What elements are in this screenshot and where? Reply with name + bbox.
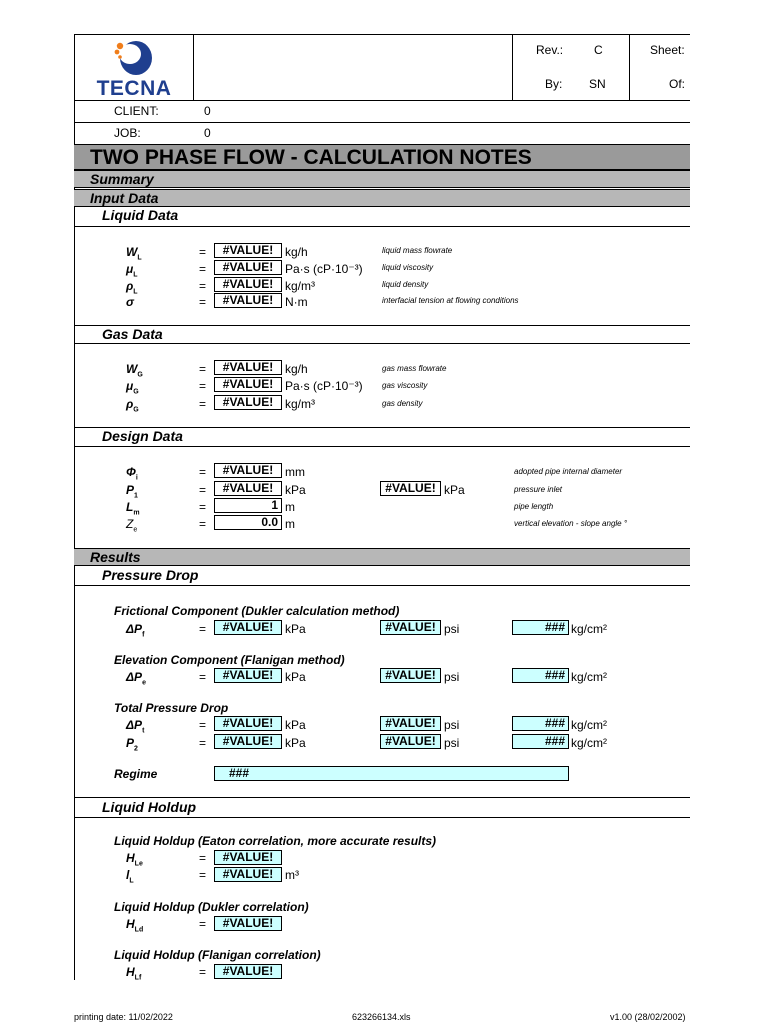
equals-sign: =: [199, 379, 207, 393]
equals-sign: =: [199, 622, 207, 636]
design-data-heading: Design Data: [102, 428, 183, 444]
client-value: 0: [204, 104, 211, 118]
liquid-data-heading: Liquid Data: [102, 207, 179, 223]
equals-sign: =: [199, 670, 207, 684]
unit: m: [285, 517, 295, 531]
elevation-value: 0.0: [214, 515, 282, 530]
symbol: W: [126, 362, 138, 376]
equals-sign: =: [199, 279, 207, 293]
frictional-dp-kgcm2: ###: [512, 620, 569, 635]
frictional-component-title: Frictional Component (Dukler calculation method): [114, 604, 400, 618]
interfacial-tension-value: #VALUE!: [214, 293, 282, 308]
symbol: H: [126, 965, 135, 979]
title-band: [74, 144, 690, 170]
symbol: P: [126, 736, 135, 750]
symbol: Z: [126, 517, 134, 531]
symbol-subscript: Lf: [134, 974, 142, 982]
equals-sign: =: [199, 517, 207, 531]
unit: kg/h: [285, 245, 308, 259]
elevation-component-title: Elevation Component (Flanigan method): [114, 653, 345, 667]
unit: kg/m³: [285, 397, 315, 411]
outlet-pressure-kgcm2: ###: [512, 734, 569, 749]
equals-sign: =: [199, 736, 207, 750]
unit: kPa: [285, 483, 306, 497]
unit: psi: [444, 670, 460, 684]
symbol: Φ: [126, 465, 136, 479]
holdup-eaton-value: #VALUE!: [214, 850, 282, 865]
symbol-subscript: G: [137, 371, 143, 379]
printing-date: printing date: 11/02/2022: [74, 1012, 173, 1022]
unit: kg/cm²: [571, 670, 607, 684]
input-data-heading: Input Data: [90, 190, 159, 206]
unit: Pa·s (cP·10⁻³): [285, 262, 363, 276]
description: gas density: [382, 399, 423, 408]
summary-heading: Summary: [90, 171, 154, 187]
liquid-volume-value: #VALUE!: [214, 867, 282, 882]
symbol-subscript: L: [133, 271, 138, 279]
symbol-subscript: e: [133, 526, 138, 534]
unit: psi: [444, 718, 460, 732]
unit: kPa: [285, 622, 306, 636]
job-value: 0: [204, 126, 211, 140]
rev-value: C: [594, 43, 603, 57]
symbol: μ: [126, 262, 134, 276]
unit: mm: [285, 465, 305, 479]
symbol: W: [126, 245, 138, 259]
equals-sign: =: [199, 868, 207, 882]
liquid-viscosity-value: #VALUE!: [214, 260, 282, 275]
pressure-inlet-value: #VALUE!: [214, 481, 282, 496]
holdup-dukler-value: #VALUE!: [214, 916, 282, 931]
symbol: ρ: [126, 397, 134, 411]
equals-sign: =: [199, 465, 207, 479]
symbol-subscript: G: [133, 388, 139, 396]
unit: kg/m³: [285, 279, 315, 293]
sheet-label: Sheet:: [650, 43, 685, 57]
summary-band: [74, 170, 690, 188]
description: pressure inlet: [514, 485, 563, 494]
equals-sign: =: [199, 917, 207, 931]
symbol: ΔP: [126, 670, 143, 684]
unit-2: kPa: [444, 483, 465, 497]
description: vertical elevation - slope angle °: [514, 519, 628, 528]
elevation-dp-psi: #VALUE!: [380, 668, 441, 683]
regime-label: Regime: [114, 767, 158, 781]
file-name: 623266134.xls: [352, 1012, 411, 1022]
job-label: JOB:: [114, 126, 141, 140]
symbol-subscript: f: [142, 631, 145, 639]
total-pressure-drop-title: Total Pressure Drop: [114, 701, 229, 715]
symbol: L: [126, 500, 134, 514]
unit: kg/cm²: [571, 622, 607, 636]
description: pipe length: [514, 502, 554, 511]
equals-sign: =: [199, 965, 207, 979]
rev-label: Rev.:: [536, 43, 564, 57]
description: adopted pipe internal diameter: [514, 467, 623, 476]
description: liquid viscosity: [382, 263, 434, 272]
equals-sign: =: [199, 245, 207, 259]
symbol-subscript: m: [133, 509, 140, 517]
equals-sign: =: [199, 295, 207, 309]
description: interfacial tension at flowing conditions: [382, 296, 519, 305]
liquid-holdup-heading: Liquid Holdup: [102, 799, 197, 815]
equals-sign: =: [199, 500, 207, 514]
unit: N·m: [285, 295, 308, 309]
total-dp-kpa: #VALUE!: [214, 716, 282, 731]
outlet-pressure-psi: #VALUE!: [380, 734, 441, 749]
symbol: H: [126, 917, 135, 931]
version: v1.00 (28/02/2002): [610, 1012, 686, 1022]
total-dp-kgcm2: ###: [512, 716, 569, 731]
symbol-subscript: 1: [134, 492, 138, 500]
regime-value: ###: [214, 766, 569, 781]
unit: m: [285, 500, 295, 514]
logo-swoosh-icon: [84, 38, 184, 78]
symbol-subscript: i: [135, 474, 138, 482]
holdup-flanigan-value: #VALUE!: [214, 964, 282, 979]
unit: kg/h: [285, 362, 308, 376]
symbol-subscript: L: [137, 254, 142, 262]
unit: kPa: [285, 736, 306, 750]
pipe-length-value: 1: [214, 498, 282, 513]
gas-mass-flowrate-value: #VALUE!: [214, 360, 282, 375]
by-value: SN: [589, 77, 606, 91]
symbol: H: [126, 851, 135, 865]
symbol-subscript: e: [142, 679, 146, 687]
gas-data-heading: Gas Data: [102, 326, 163, 342]
symbol-subscript: G: [133, 406, 139, 414]
frictional-dp-psi: #VALUE!: [380, 620, 441, 635]
elevation-dp-kgcm2: ###: [512, 668, 569, 683]
liquid-density-value: #VALUE!: [214, 277, 282, 292]
description: gas mass flowrate: [382, 364, 447, 373]
unit: psi: [444, 736, 460, 750]
total-dp-psi: #VALUE!: [380, 716, 441, 731]
pipe-diameter-value: #VALUE!: [214, 463, 282, 478]
frictional-dp-kpa: #VALUE!: [214, 620, 282, 635]
equals-sign: =: [199, 397, 207, 411]
client-label: CLIENT:: [114, 104, 159, 118]
symbol: P: [126, 483, 135, 497]
symbol-subscript: L: [129, 877, 134, 885]
pressure-drop-heading: Pressure Drop: [102, 567, 199, 583]
results-band: [74, 548, 690, 566]
outlet-pressure-kpa: #VALUE!: [214, 734, 282, 749]
unit: kPa: [285, 718, 306, 732]
unit: Pa·s (cP·10⁻³): [285, 379, 363, 393]
symbol-subscript: t: [142, 727, 145, 735]
liquid-mass-flowrate-value: #VALUE!: [214, 243, 282, 258]
equals-sign: =: [199, 851, 207, 865]
logo-text: TECNA: [96, 77, 172, 100]
unit: kPa: [285, 670, 306, 684]
symbol: ΔP: [126, 718, 143, 732]
equals-sign: =: [199, 362, 207, 376]
gas-density-value: #VALUE!: [214, 395, 282, 410]
symbol: μ: [126, 379, 134, 393]
equals-sign: =: [199, 718, 207, 732]
by-label: By:: [545, 77, 563, 91]
symbol-subscript: Le: [134, 860, 143, 868]
symbol-subscript: L: [133, 288, 138, 296]
pressure-inlet-value-2: #VALUE!: [380, 481, 441, 496]
symbol-subscript: 2: [134, 745, 138, 753]
company-logo: [84, 38, 184, 100]
description: liquid mass flowrate: [382, 246, 453, 255]
of-label: Of:: [669, 77, 686, 91]
page-title: TWO PHASE FLOW - CALCULATION NOTES: [90, 146, 532, 169]
equals-sign: =: [199, 262, 207, 276]
input-data-band: [74, 189, 690, 207]
equals-sign: =: [199, 483, 207, 497]
unit: kg/cm²: [571, 736, 607, 750]
symbol: σ: [126, 295, 134, 309]
unit: psi: [444, 622, 460, 636]
description: liquid density: [382, 280, 429, 289]
symbol: ΔP: [126, 622, 143, 636]
unit: kg/cm²: [571, 718, 607, 732]
symbol: ρ: [126, 279, 134, 293]
unit: m³: [285, 868, 299, 882]
symbol: l: [126, 868, 130, 882]
results-heading: Results: [90, 549, 141, 565]
elevation-dp-kpa: #VALUE!: [214, 668, 282, 683]
description: gas viscosity: [382, 381, 428, 390]
eaton-title: Liquid Holdup (Eaton correlation, more accurate results): [114, 834, 437, 848]
symbol-subscript: Ld: [134, 926, 144, 934]
flanigan-title: Liquid Holdup (Flanigan correlation): [114, 948, 321, 962]
dukler-title: Liquid Holdup (Dukler correlation): [114, 900, 309, 914]
gas-viscosity-value: #VALUE!: [214, 377, 282, 392]
